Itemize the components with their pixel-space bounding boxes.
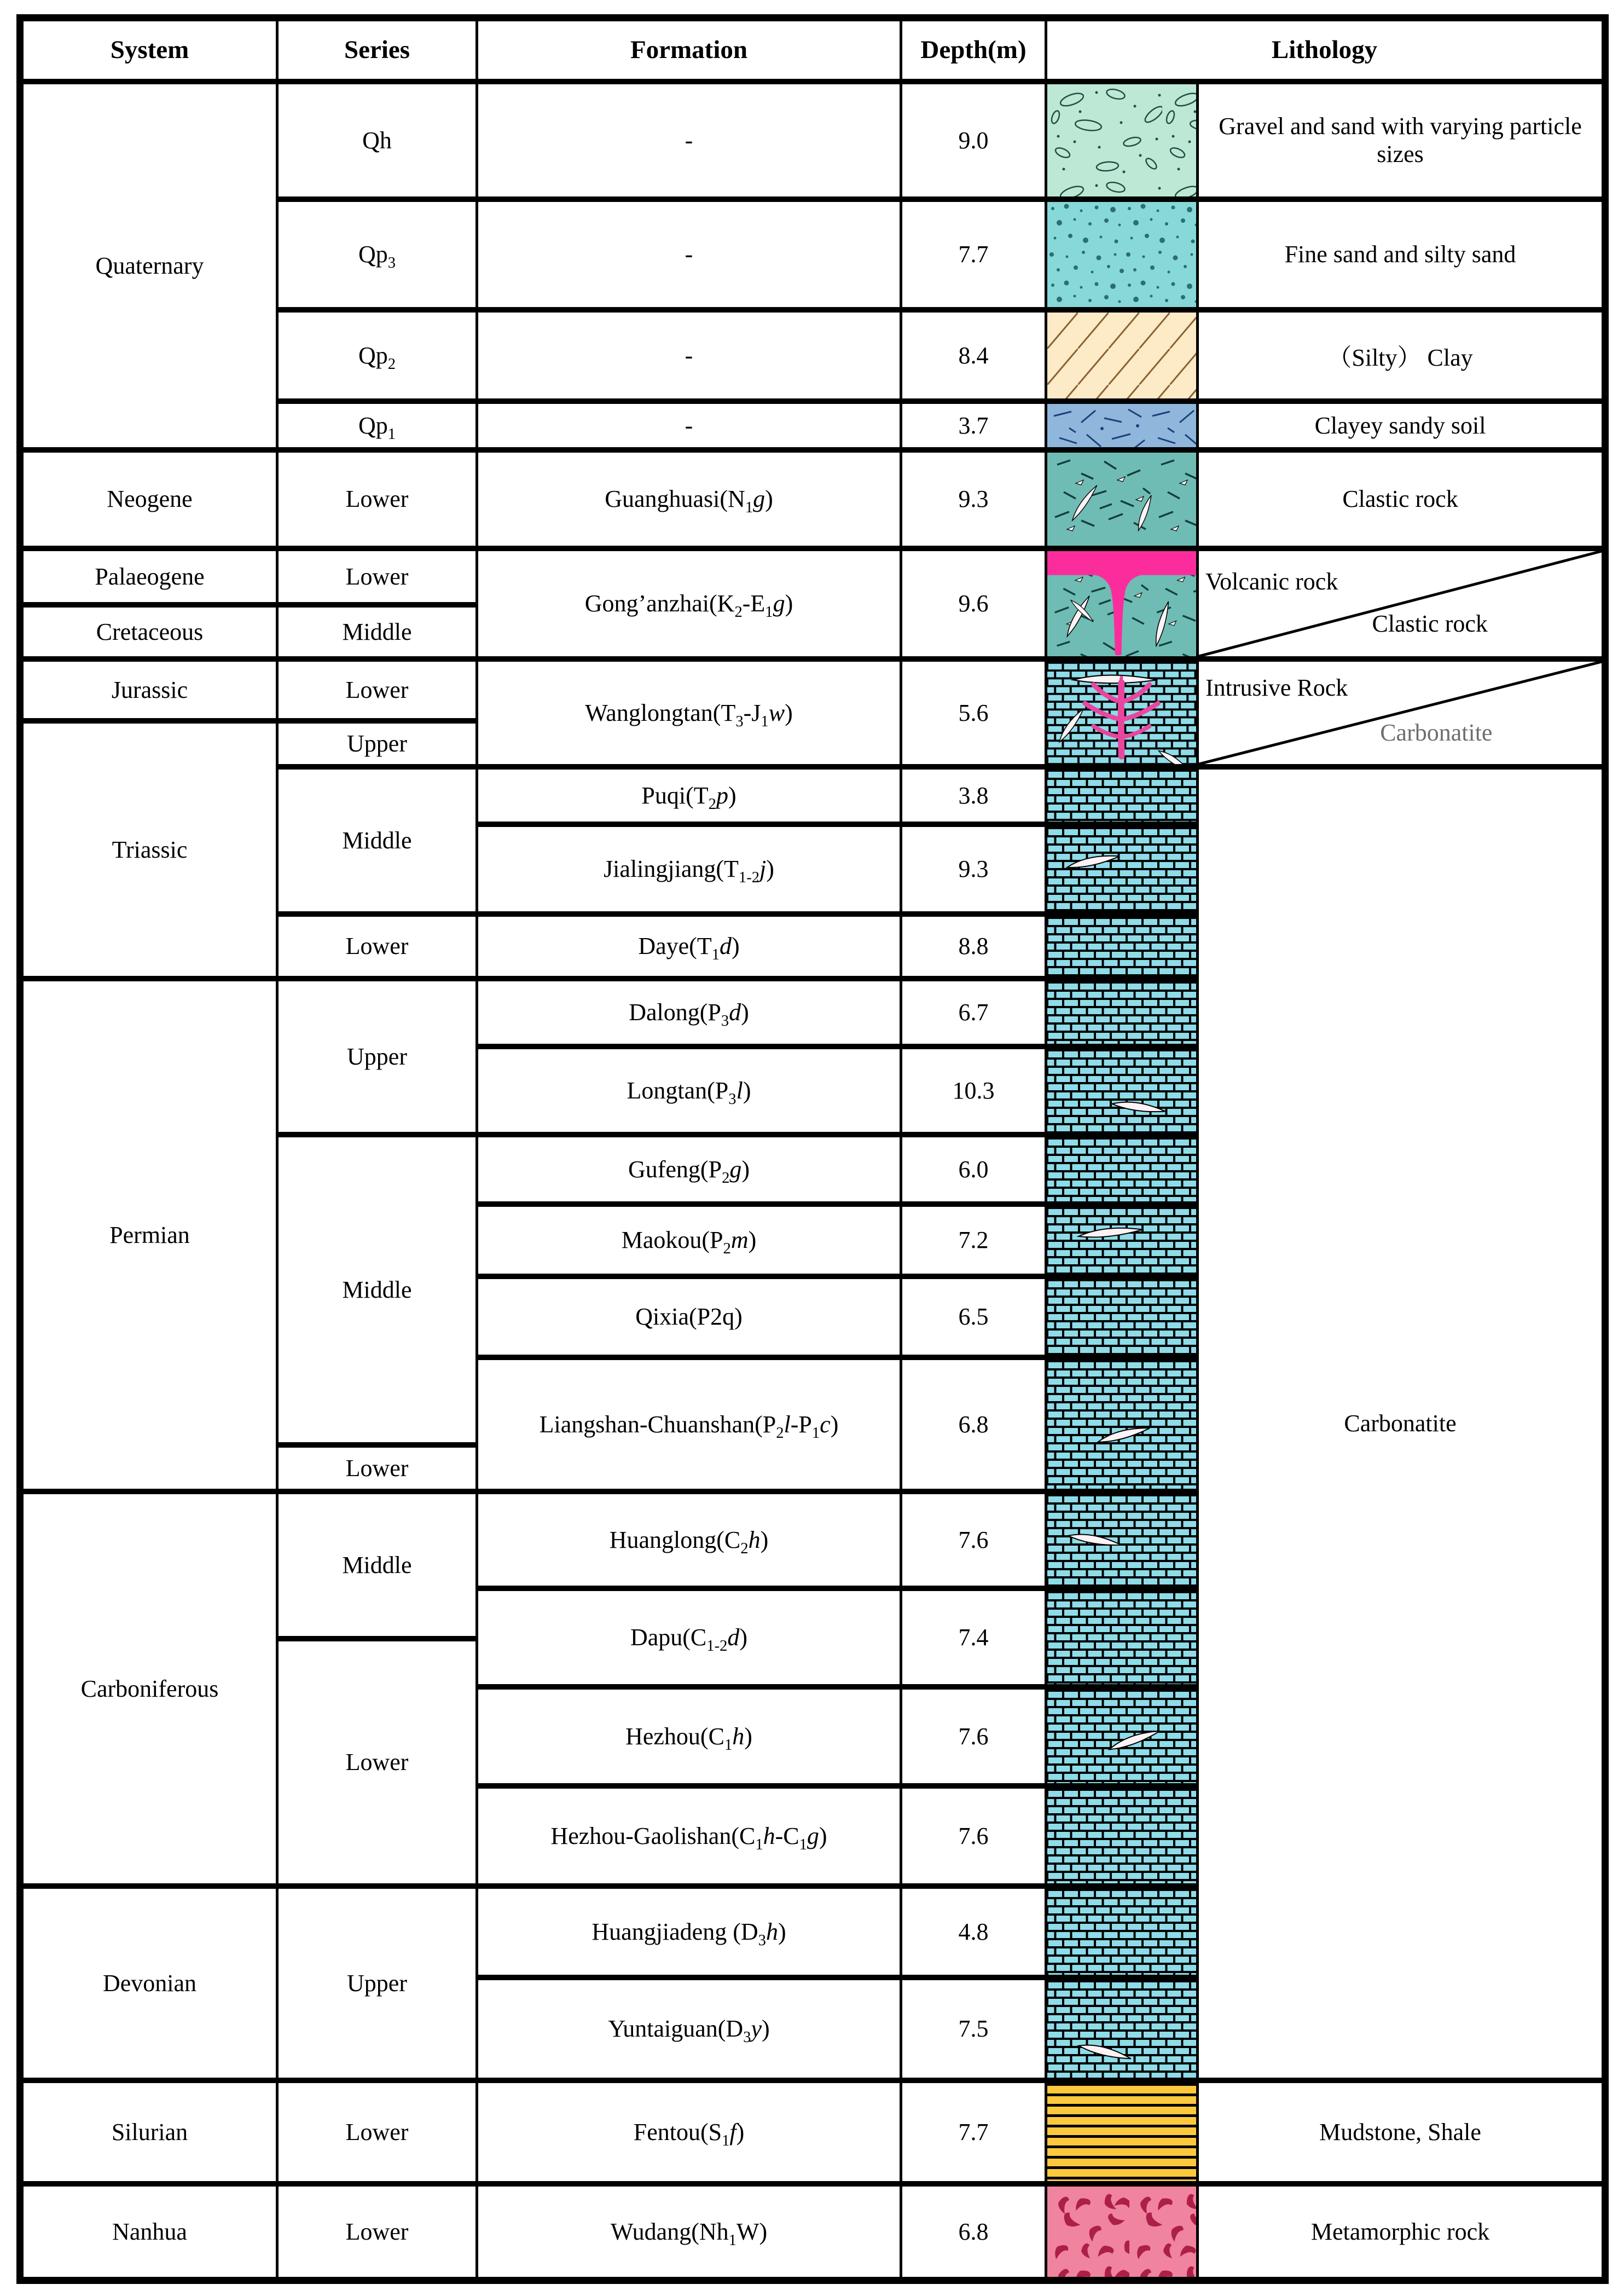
diagonal-divider-icon bbox=[1199, 551, 1602, 656]
cell-lith-desc-mudstone: Mudstone, Shale bbox=[1198, 2080, 1605, 2184]
cell-formation-hezhou: $Hezhou(C_1h)$ bbox=[477, 1687, 901, 1786]
cell-depth-qh: 9.0 bbox=[901, 82, 1046, 199]
cell-lith-desc-gravel: Gravel and sand with varying particle sizes bbox=[1198, 82, 1605, 199]
cell-depth-guanghuasi: 9.3 bbox=[901, 450, 1046, 548]
cell-depth-longtan: 10.3 bbox=[901, 1046, 1046, 1135]
swatch-carbonatite-liangshan bbox=[1046, 1357, 1198, 1491]
swatch-carbonatite-maokou bbox=[1046, 1204, 1198, 1276]
carbonatite-pattern-icon bbox=[1047, 1690, 1196, 1783]
cell-formation-daye: $Daye(T_1d)$ bbox=[477, 914, 901, 979]
row-wudang bbox=[20, 2184, 1605, 2281]
cell-formation-gufeng: $Gufeng(P_2g)$ bbox=[477, 1135, 901, 1204]
cell-lith-desc-carbonatite: Carbonatite bbox=[1198, 767, 1605, 2080]
swatch-carbonatite-gufeng bbox=[1046, 1135, 1198, 1204]
carbonatite-pattern-icon bbox=[1047, 770, 1196, 822]
header-cell-lithology: Lithology bbox=[1046, 18, 1605, 82]
swatch-mudstone bbox=[1046, 2080, 1198, 2184]
swatch-carbonatite-hezhou-gaolishan bbox=[1046, 1786, 1198, 1886]
cell-depth-wudang: 6.8 bbox=[901, 2184, 1046, 2281]
cell-system-devonian: Devonian bbox=[20, 1886, 277, 2080]
cell-depth-fentou: 7.7 bbox=[901, 2080, 1046, 2184]
cell-formation-qh: - bbox=[477, 82, 901, 199]
cell-lith-desc-volcanic-clastic bbox=[1198, 548, 1605, 659]
cell-formation-hezhou-gaolishan: Hezhou-$Gaolishan(C_1h-C_1g)$ bbox=[477, 1786, 901, 1886]
cell-system-neogene: Neogene bbox=[20, 450, 277, 548]
cell-depth-yuntaiguan: 7.5 bbox=[901, 1977, 1046, 2080]
cell-formation-huangjiadeng: Huangjiadeng $(D_3h)$ bbox=[477, 1886, 901, 1977]
cell-series-palaeogene-lower: Lower bbox=[277, 548, 477, 605]
cell-series-carboniferous-lower: Lower bbox=[277, 1639, 477, 1886]
cell-system-cretaceous: Cretaceous bbox=[20, 605, 277, 659]
cell-formation-fentou: $Fentou(S_1f)$ bbox=[477, 2080, 901, 2184]
fine-sand-pattern-icon bbox=[1047, 202, 1196, 307]
swatch-clastic bbox=[1046, 450, 1198, 548]
cell-series-devonian-upper: Upper bbox=[277, 1886, 477, 2080]
cell-lith-desc-silty-clay: （Silty） Clay bbox=[1198, 310, 1605, 401]
swatch-carbonatite-puqi bbox=[1046, 767, 1198, 824]
cell-series-qp2: $Qp_2$ bbox=[277, 310, 477, 401]
header-cell-series: Series bbox=[277, 18, 477, 82]
carbonatite-pattern-icon bbox=[1047, 1360, 1196, 1489]
swatch-gravel bbox=[1046, 82, 1198, 199]
carbonatite-pattern-icon bbox=[1047, 1137, 1196, 1201]
swatch-carbonatite-longtan bbox=[1046, 1046, 1198, 1135]
cell-formation-jialingjiang: $Jialingjiang(T_{1-2}j)$ bbox=[477, 824, 901, 914]
cell-depth-hezhou: 7.6 bbox=[901, 1687, 1046, 1786]
cell-lith-desc-clayey-soil: Clayey sandy soil bbox=[1198, 401, 1605, 450]
cell-formation-dalong: $Dalong(P_3d)$ bbox=[477, 979, 901, 1046]
clayey-soil-pattern-icon bbox=[1047, 404, 1196, 447]
label-clastic-rock: Clastic rock bbox=[1372, 610, 1488, 638]
mudstone-pattern-icon bbox=[1047, 2083, 1196, 2181]
header-cell-depth: Depth(m) bbox=[901, 18, 1046, 82]
cell-formation-wanglongtan: $Wanglongtan(T_3-J_1w)$ bbox=[477, 659, 901, 767]
cell-series-triassic-upper: Upper bbox=[277, 721, 477, 767]
metamorphic-pattern-icon bbox=[1047, 2187, 1196, 2277]
cell-series-jurassic-lower: Lower bbox=[277, 659, 477, 721]
carbonatite-pattern-icon bbox=[1047, 1207, 1196, 1274]
cell-series-qh: Qh bbox=[277, 82, 477, 199]
cell-system-palaeogene: Palaeogene bbox=[20, 548, 277, 605]
row-qh bbox=[20, 82, 1605, 199]
cell-formation-dapu: $Dapu(C_{1-2}d)$ bbox=[477, 1588, 901, 1687]
swatch-carbonatite-hezhou bbox=[1046, 1687, 1198, 1786]
cell-series-triassic-lower: Lower bbox=[277, 914, 477, 979]
cell-lith-desc-metamorphic: Metamorphic rock bbox=[1198, 2184, 1605, 2281]
cell-lith-desc-intrusive-carbonatite bbox=[1198, 659, 1605, 767]
cell-formation-qp2: - bbox=[477, 310, 901, 401]
cell-system-nanhua: Nanhua bbox=[20, 2184, 277, 2281]
clastic-pattern-icon bbox=[1047, 453, 1196, 546]
cell-lith-desc-clastic: Clastic rock bbox=[1198, 450, 1605, 548]
swatch-carbonatite-dapu bbox=[1046, 1588, 1198, 1687]
carbonatite-pattern-icon bbox=[1047, 827, 1196, 911]
cell-depth-maokou: 7.2 bbox=[901, 1204, 1046, 1276]
cell-depth-jialingjiang: 9.3 bbox=[901, 824, 1046, 914]
carbonatite-pattern-icon bbox=[1047, 917, 1196, 976]
cell-depth-qixia: 6.5 bbox=[901, 1276, 1046, 1357]
cell-series-neogene-lower: Lower bbox=[277, 450, 477, 548]
swatch-metamorphic bbox=[1046, 2184, 1198, 2281]
carbonatite-pattern-icon bbox=[1047, 1980, 1196, 2078]
row-palaeogene bbox=[20, 548, 1605, 605]
cell-formation-maokou: $Maokou(P_2m)$ bbox=[477, 1204, 901, 1276]
carbonatite-pattern-icon bbox=[1047, 1889, 1196, 1975]
volcanic-pattern-icon bbox=[1047, 551, 1196, 656]
swatch-intrusive bbox=[1046, 659, 1198, 767]
label-intrusive-rock: Intrusive Rock bbox=[1205, 674, 1348, 701]
row-jurassic bbox=[20, 659, 1605, 721]
cell-formation-qixia: Qixia(P2q) bbox=[477, 1276, 901, 1357]
cell-depth-dalong: 6.7 bbox=[901, 979, 1046, 1046]
cell-system-silurian: Silurian bbox=[20, 2080, 277, 2184]
carbonatite-pattern-icon bbox=[1047, 1279, 1196, 1355]
gravel-pattern-icon bbox=[1047, 84, 1196, 196]
cell-depth-gonganzhai: 9.6 bbox=[901, 548, 1046, 659]
intrusive-pattern-icon bbox=[1047, 662, 1196, 764]
header-cell-formation: Formation bbox=[477, 18, 901, 82]
row-guanghuasi bbox=[20, 450, 1605, 548]
cell-system-permian: Permian bbox=[20, 979, 277, 1491]
cell-system-triassic: Triassic bbox=[20, 721, 277, 979]
cell-formation-puqi: $Puqi(T_2p)$ bbox=[477, 767, 901, 824]
cell-series-qp3: $Qp_3$ bbox=[277, 199, 477, 310]
cell-formation-guanghuasi: $Guanghuasi(N_1g)$ bbox=[477, 450, 901, 548]
cell-series-triassic-middle: Middle bbox=[277, 767, 477, 914]
header-cell-system: System bbox=[20, 18, 277, 82]
swatch-fine-sand bbox=[1046, 199, 1198, 310]
cell-formation-qp1: - bbox=[477, 401, 901, 450]
cell-formation-gonganzhai: $Gong’anzhai(K_2-E_1g)$ bbox=[477, 548, 901, 659]
swatch-carbonatite-jialingjiang bbox=[1046, 824, 1198, 914]
label-volcanic-rock: Volcanic rock bbox=[1205, 568, 1338, 595]
cell-depth-qp2: 8.4 bbox=[901, 310, 1046, 401]
cell-series-cretaceous-middle: Middle bbox=[277, 605, 477, 659]
swatch-carbonatite-huanglong bbox=[1046, 1491, 1198, 1588]
cell-series-permian-lower: Lower bbox=[277, 1445, 477, 1491]
cell-formation-yuntaiguan: $Yuntaiguan(D_3y)$ bbox=[477, 1977, 901, 2080]
swatch-volcanic bbox=[1046, 548, 1198, 659]
cell-depth-daye: 8.8 bbox=[901, 914, 1046, 979]
row-fentou bbox=[20, 2080, 1605, 2184]
carbonatite-pattern-icon bbox=[1047, 1049, 1196, 1132]
cell-depth-dapu: 7.4 bbox=[901, 1588, 1046, 1687]
cell-lith-desc-fine-sand: Fine sand and silty sand bbox=[1198, 199, 1605, 310]
swatch-carbonatite-dalong bbox=[1046, 979, 1198, 1046]
carbonatite-pattern-icon bbox=[1047, 1789, 1196, 1883]
swatch-clayey-soil bbox=[1046, 401, 1198, 450]
cell-system-carboniferous: Carboniferous bbox=[20, 1491, 277, 1886]
label-carbonatite-diag: Carbonatite bbox=[1380, 719, 1493, 747]
cell-formation-wudang: $Wudang(Nh_1W)$ bbox=[477, 2184, 901, 2281]
cell-series-permian-middle: Middle bbox=[277, 1135, 477, 1445]
cell-depth-hezhou-gaolishan: 7.6 bbox=[901, 1786, 1046, 1886]
cell-depth-gufeng: 6.0 bbox=[901, 1135, 1046, 1204]
cell-formation-longtan: $Longtan(P_3l)$ bbox=[477, 1046, 901, 1135]
cell-depth-huanglong: 7.6 bbox=[901, 1491, 1046, 1588]
cell-series-nanhua-lower: Lower bbox=[277, 2184, 477, 2281]
cell-depth-qp3: 7.7 bbox=[901, 199, 1046, 310]
stratigraphy-table bbox=[16, 14, 1609, 2284]
cell-series-silurian-lower: Lower bbox=[277, 2080, 477, 2184]
swatch-carbonatite-qixia bbox=[1046, 1276, 1198, 1357]
carbonatite-pattern-icon bbox=[1047, 1591, 1196, 1684]
cell-formation-huanglong: $Huanglong(C_2h)$ bbox=[477, 1491, 901, 1588]
cell-depth-wanglongtan: 5.6 bbox=[901, 659, 1046, 767]
cell-series-permian-upper: Upper bbox=[277, 979, 477, 1135]
silty-clay-pattern-icon bbox=[1047, 313, 1196, 398]
cell-formation-liangshan: Liangshan-$Chuanshan(P_2l-P_1c)$ bbox=[477, 1357, 901, 1491]
cell-depth-huangjiadeng: 4.8 bbox=[901, 1886, 1046, 1977]
cell-depth-qp1: 3.7 bbox=[901, 401, 1046, 450]
carbonatite-pattern-icon bbox=[1047, 1494, 1196, 1586]
cell-series-carboniferous-middle: Middle bbox=[277, 1491, 477, 1639]
swatch-carbonatite-huangjiadeng bbox=[1046, 1886, 1198, 1977]
swatch-carbonatite-daye bbox=[1046, 914, 1198, 979]
cell-depth-puqi: 3.8 bbox=[901, 767, 1046, 824]
cell-series-qp1: $Qp_1$ bbox=[277, 401, 477, 450]
swatch-silty-clay bbox=[1046, 310, 1198, 401]
cell-formation-qp3: - bbox=[477, 199, 901, 310]
cell-system-quaternary: Quaternary bbox=[20, 82, 277, 450]
cell-system-jurassic: Jurassic bbox=[20, 659, 277, 721]
header-row bbox=[20, 18, 1605, 82]
carbonatite-pattern-icon bbox=[1047, 981, 1196, 1044]
cell-depth-liangshan: 6.8 bbox=[901, 1357, 1046, 1491]
swatch-carbonatite-yuntaiguan bbox=[1046, 1977, 1198, 2080]
